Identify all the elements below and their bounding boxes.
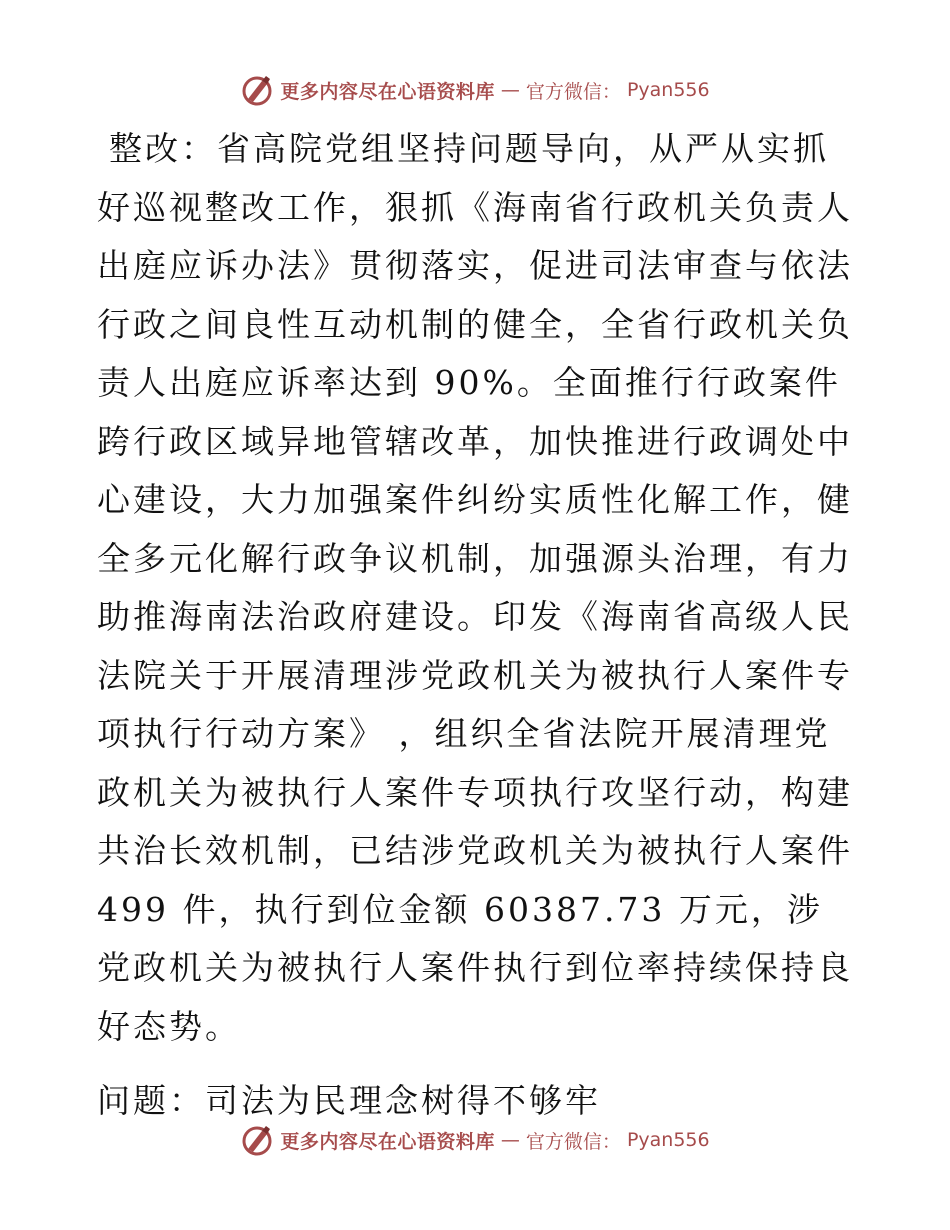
banner-wechat-label: 官方微信：: [525, 1130, 621, 1153]
footer-banner: [0, 1120, 950, 1160]
pen-circle-logo-icon: [240, 1123, 274, 1157]
document-body: [97, 120, 857, 1131]
banner-wechat-id: Pyan556: [626, 79, 710, 101]
banner-wechat-label: 官方微信：: [525, 80, 621, 103]
banner-main-text: 更多内容尽在心语资料库: [280, 80, 495, 103]
header-banner: [0, 70, 950, 110]
banner-dash: —: [500, 1129, 520, 1151]
banner-main-text: 更多内容尽在心语资料库: [280, 1130, 495, 1153]
banner-dash: —: [500, 79, 520, 101]
pen-circle-logo-icon: [240, 73, 274, 107]
paragraph-text: 整改：省高院党组坚持问题导向，从严从实抓好巡视整改工作，狠抓《海南省行政机关负责人出庭应诉办法》贯彻落实，促进司法审查与依法行政之间良性互动机制的健全，全省行政机关负责人出庭应诉率达到 90%。全面推行行政案件跨行政区域异地管辖改革，加快推进行政调处中心建设，大力加强案件纠纷实质性化解工作，健全多元化解行政争议机制，加强源头治理，有力助推海南法治政府建设。印发《海南省高级人民法院关于开展清理涉党政机关为被执行人案件专项执行行动方案》 ，组织全省法院开展清理党政机关为被执行人案件专项执行攻坚行动，构建共治长效机制，已结涉党政机关为被执行人案件 499 件，执行到位金额 60387.73 万元，涉党政机关为被执行人案件执行到位率持续保持良好态势。: [97, 129, 853, 1046]
heading-text: 问题：司法为民理念树得不够牢: [97, 1081, 601, 1120]
banner-wechat-id: Pyan556: [626, 1129, 710, 1151]
rectification-paragraph: [97, 120, 857, 1056]
